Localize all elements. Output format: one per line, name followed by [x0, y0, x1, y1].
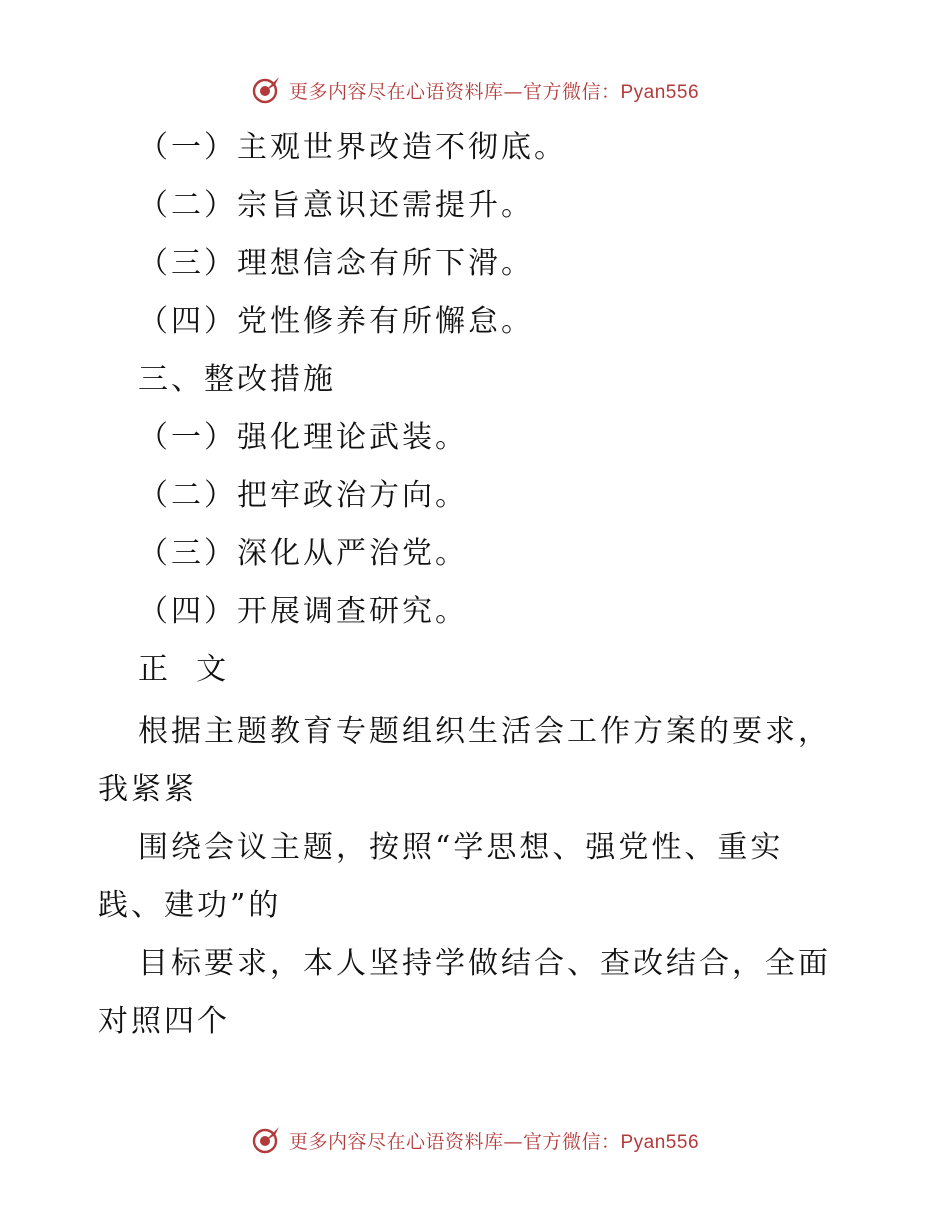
text-line: （三）深化从严治党。	[138, 536, 468, 571]
section-heading: 正 文	[138, 652, 230, 687]
paragraph-line: 围绕会议主题，按照“学思想、强党性、重实	[138, 830, 784, 865]
text-line: （四）党性修养有所懈怠。	[138, 304, 534, 339]
text-line: （四）开展调查研究。	[138, 594, 468, 629]
text-line: （二）把牢政治方向。	[138, 478, 468, 513]
header-watermark	[0, 70, 950, 110]
paragraph-line: 目标要求，本人坚持学做结合、查改结合，全面	[138, 946, 831, 981]
paragraph-line: 根据主题教育专题组织生活会工作方案的要求，	[138, 714, 831, 749]
text-line: （二）宗旨意识还需提升。	[138, 188, 534, 223]
watermark-id: Pyan556	[620, 81, 700, 103]
quill-seal-icon	[251, 1125, 281, 1155]
watermark-text: 更多内容尽在心语资料库—官方微信：Pyan556	[288, 1130, 700, 1153]
paragraph-line: 对照四个	[98, 1004, 230, 1039]
paragraph-line: 践、建功”的	[98, 888, 282, 923]
text-line: （一）主观世界改造不彻底。	[138, 130, 567, 165]
watermark-id: Pyan556	[620, 1131, 700, 1153]
footer-watermark	[0, 1120, 950, 1160]
text-line: （三）理想信念有所下滑。	[138, 246, 534, 281]
quill-seal-icon	[251, 75, 281, 105]
text-line: （一）强化理论武装。	[138, 420, 468, 455]
section-heading: 三、整改措施	[138, 362, 336, 397]
watermark-text: 更多内容尽在心语资料库—官方微信：Pyan556	[288, 80, 700, 103]
paragraph-line: 我紧紧	[98, 772, 197, 807]
